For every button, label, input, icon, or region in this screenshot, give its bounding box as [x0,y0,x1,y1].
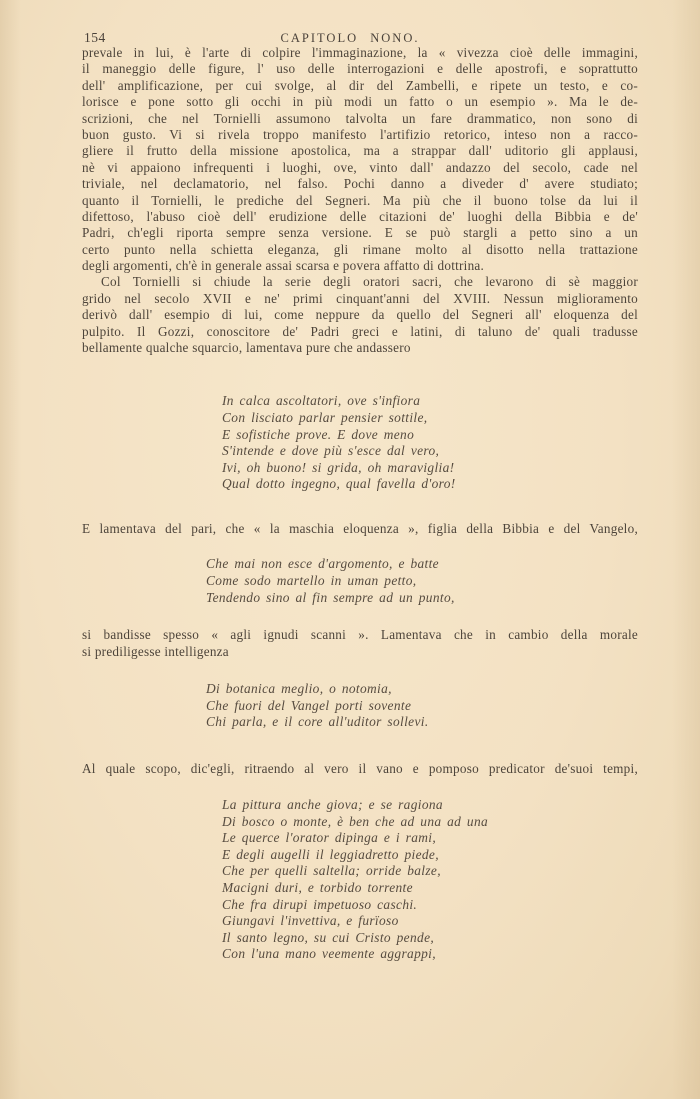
text-line: buon gusto. Vi si rivela troppo manifesto l'artifizio retorico, inteso non a racco- [82,126,638,142]
text-line: Che mai non esce d'argomento, e batte [206,556,439,572]
text-line: scrizioni, che nel Tornielli assumono talvolta un fare drammatico, non sono di [82,110,638,126]
text-line: E lamentava del pari, che « la maschia eloquenza », figlia della Bibbia e del Vangelo, [82,520,638,536]
verse-block [222,393,638,493]
paragraph [82,521,638,537]
text-line: E sofistiche prove. E dove meno [222,426,415,442]
text-line: In calca ascoltatori, ove s'infiora [222,393,421,409]
text-line: Macigni duri, e torbido torrente [222,880,413,896]
paragraph [82,45,638,274]
page-number: 154 [84,30,106,45]
text-line: certo punto nella schietta eleganza, gli rimane molto al disotto nella trattazione [82,241,638,257]
text-line: Come sodo martello in uman petto, [206,572,417,588]
text-line: Al quale scopo, dic'egli, ritraendo al vero il vano e pomposo predicator de'suoi tempi, [82,760,638,776]
text-line: il maneggio delle figure, l' uso delle interrogazioni e delle apostrofi, e soprattutto [82,61,638,77]
text-line: triviale, nel declamatorio, nel falso. Pochi danno a diveder d' avere studiato; [82,176,638,192]
text-line: derivò dall' esempio di lui, come neppure da quello del Segneri all' eloquenza del [82,307,638,323]
chapter-title: CAPITOLO NONO. [280,31,420,45]
text-line: bellamente qualche squarcio, lamentava pure che andassero [82,340,411,356]
text-line: si bandisse spesso « agli ignudi scanni ». Lamentava che in cambio della morale [82,627,638,643]
text-line: Giungavi l'invettiva, e furïoso [222,913,399,929]
text-line: degli argomenti, ch'è in generale assai scarsa e povera affatto di dottrina. [82,258,485,274]
text-line: quanto il Tornielli, le prediche del Segneri. Ma più che il buono tolse da lui il [82,192,638,208]
text-line: Di bosco o monte, è ben che ad una ad una [222,813,489,829]
text-line: Che per quelli saltella; orride balze, [222,863,441,879]
text-line: gliere il frutto della missione apostolica, ma a strappar dall' uditorio gli applausi, [82,143,638,159]
text-line: Col Tornielli si chiude la serie degli oratori sacri, che levarono di sè maggior [101,274,638,290]
text-line: lorisce e pone sotto gli occhi in più modi un fatto o un esempio ». Ma le de- [82,94,638,110]
text-line: Che fuori del Vangel porti sovente [206,697,412,713]
paragraph [82,274,638,356]
text-line: Ivi, oh buono! si grida, oh maraviglia! [222,459,455,475]
text-line: Con lisciato parlar pensier sottile, [222,410,428,426]
text-line: si prediligesse intelligenza [82,643,229,659]
paragraph [82,627,638,660]
text-line: Le querce l'orator dipinga e i rami, [222,830,437,846]
page-body [82,45,638,963]
text-line: Padri, ch'egli riporta sempre senza versione. E se può stargli a petto sino a un [82,225,638,241]
text-line: Di botanica meglio, o notomia, [206,680,392,696]
text-line: dell' amplificazione, per cui svolge, al dir del Zambelli, e ripete un testo, e co- [82,77,638,93]
text-line: difettoso, l'abuso cioè dell' erudizione delle citazioni de' luoghi della Bibbia e de' [82,208,638,224]
text-line: Tendendo sino al fin sempre ad un punto, [206,589,455,605]
text-line: Con l'una mano veemente aggrappi, [222,946,436,962]
verse-block [222,797,638,963]
text-line: La pittura anche giova; e se ragiona [222,797,443,813]
paragraph [82,761,638,777]
verse-block [206,556,638,606]
text-line: Il santo legno, su cui Cristo pende, [222,929,435,945]
text-line: pulpito. Il Gozzi, conoscitore de' Padri greci e latini, di taluno de' quali tradusse [82,323,638,339]
text-line: Qual dotto ingegno, qual favella d'oro! [222,476,456,492]
text-line: Chi parla, e il core all'uditor sollevi. [206,714,429,730]
text-line: E degli augelli il leggiadretto piede, [222,846,439,862]
text-line: prevale in lui, è l'arte di colpire l'immaginazione, la « vivezza cioè delle immagini, [82,45,638,60]
text-line: nè vi appaiono infrequenti i luoghi, ove, vinto dall' andazzo del secolo, cade nel [82,159,638,175]
verse-block [206,681,638,731]
text-line: Che fra dirupi impetuoso caschi. [222,896,418,912]
text-line: S'intende e dove più s'esce dal vero, [222,443,440,459]
text-line: grido nel secolo XVII e ne' primi cinquant'anni del XVIII. Nessun miglioramento [82,290,638,306]
